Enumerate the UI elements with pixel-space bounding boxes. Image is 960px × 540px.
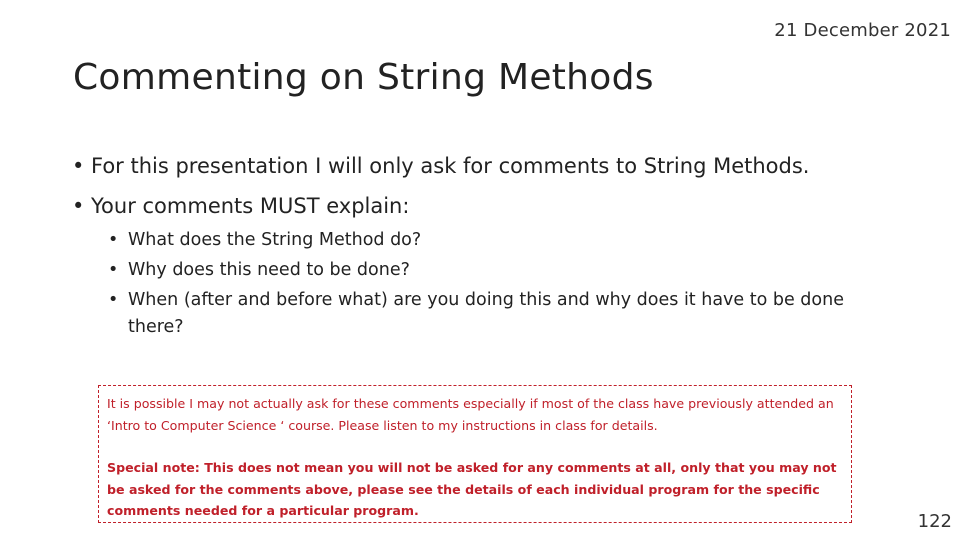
slide-title: Commenting on String Methods [73,57,654,98]
sub-bullet-text: When (after and before what) are you doing this and why does it have to be done there? [128,290,844,337]
bullet-dot-icon: • [108,230,119,250]
slide-number: 122 [917,511,952,532]
sub-bullet-list [108,225,878,341]
bullet-dot-icon: • [72,154,85,178]
bullet-dot-icon: • [108,260,119,280]
bullet-text: Your comments MUST explain: [91,194,410,218]
sub-bullet-item [108,225,878,255]
bullet-dot-icon: • [108,290,119,310]
bullet-dot-icon: • [72,194,85,218]
main-bullet-list [72,146,809,226]
sub-bullet-item [108,287,878,341]
bullet-text: For this presentation I will only ask for comments to String Methods. [91,154,810,178]
date-label: 21 December 2021 [774,20,951,41]
bullet-item [72,146,809,186]
bullet-item [72,186,809,226]
note-paragraph-special: Special note: This does not mean you will not be asked for any comments at all, only that you may not be asked for the comments above, please see the details of each individual program for the specific comments needed for a particular program. [107,460,837,518]
note-paragraph-intro: It is possible I may not actually ask for these comments especially if most of the class have previously attended an ‘Intro to Computer Science ‘ course. Please listen to my instructions in class for details. [107,396,834,433]
note-box [98,385,852,523]
sub-bullet-text: Why does this need to be done? [128,260,410,280]
sub-bullet-text: What does the String Method do? [128,230,422,250]
sub-bullet-item [108,255,878,285]
